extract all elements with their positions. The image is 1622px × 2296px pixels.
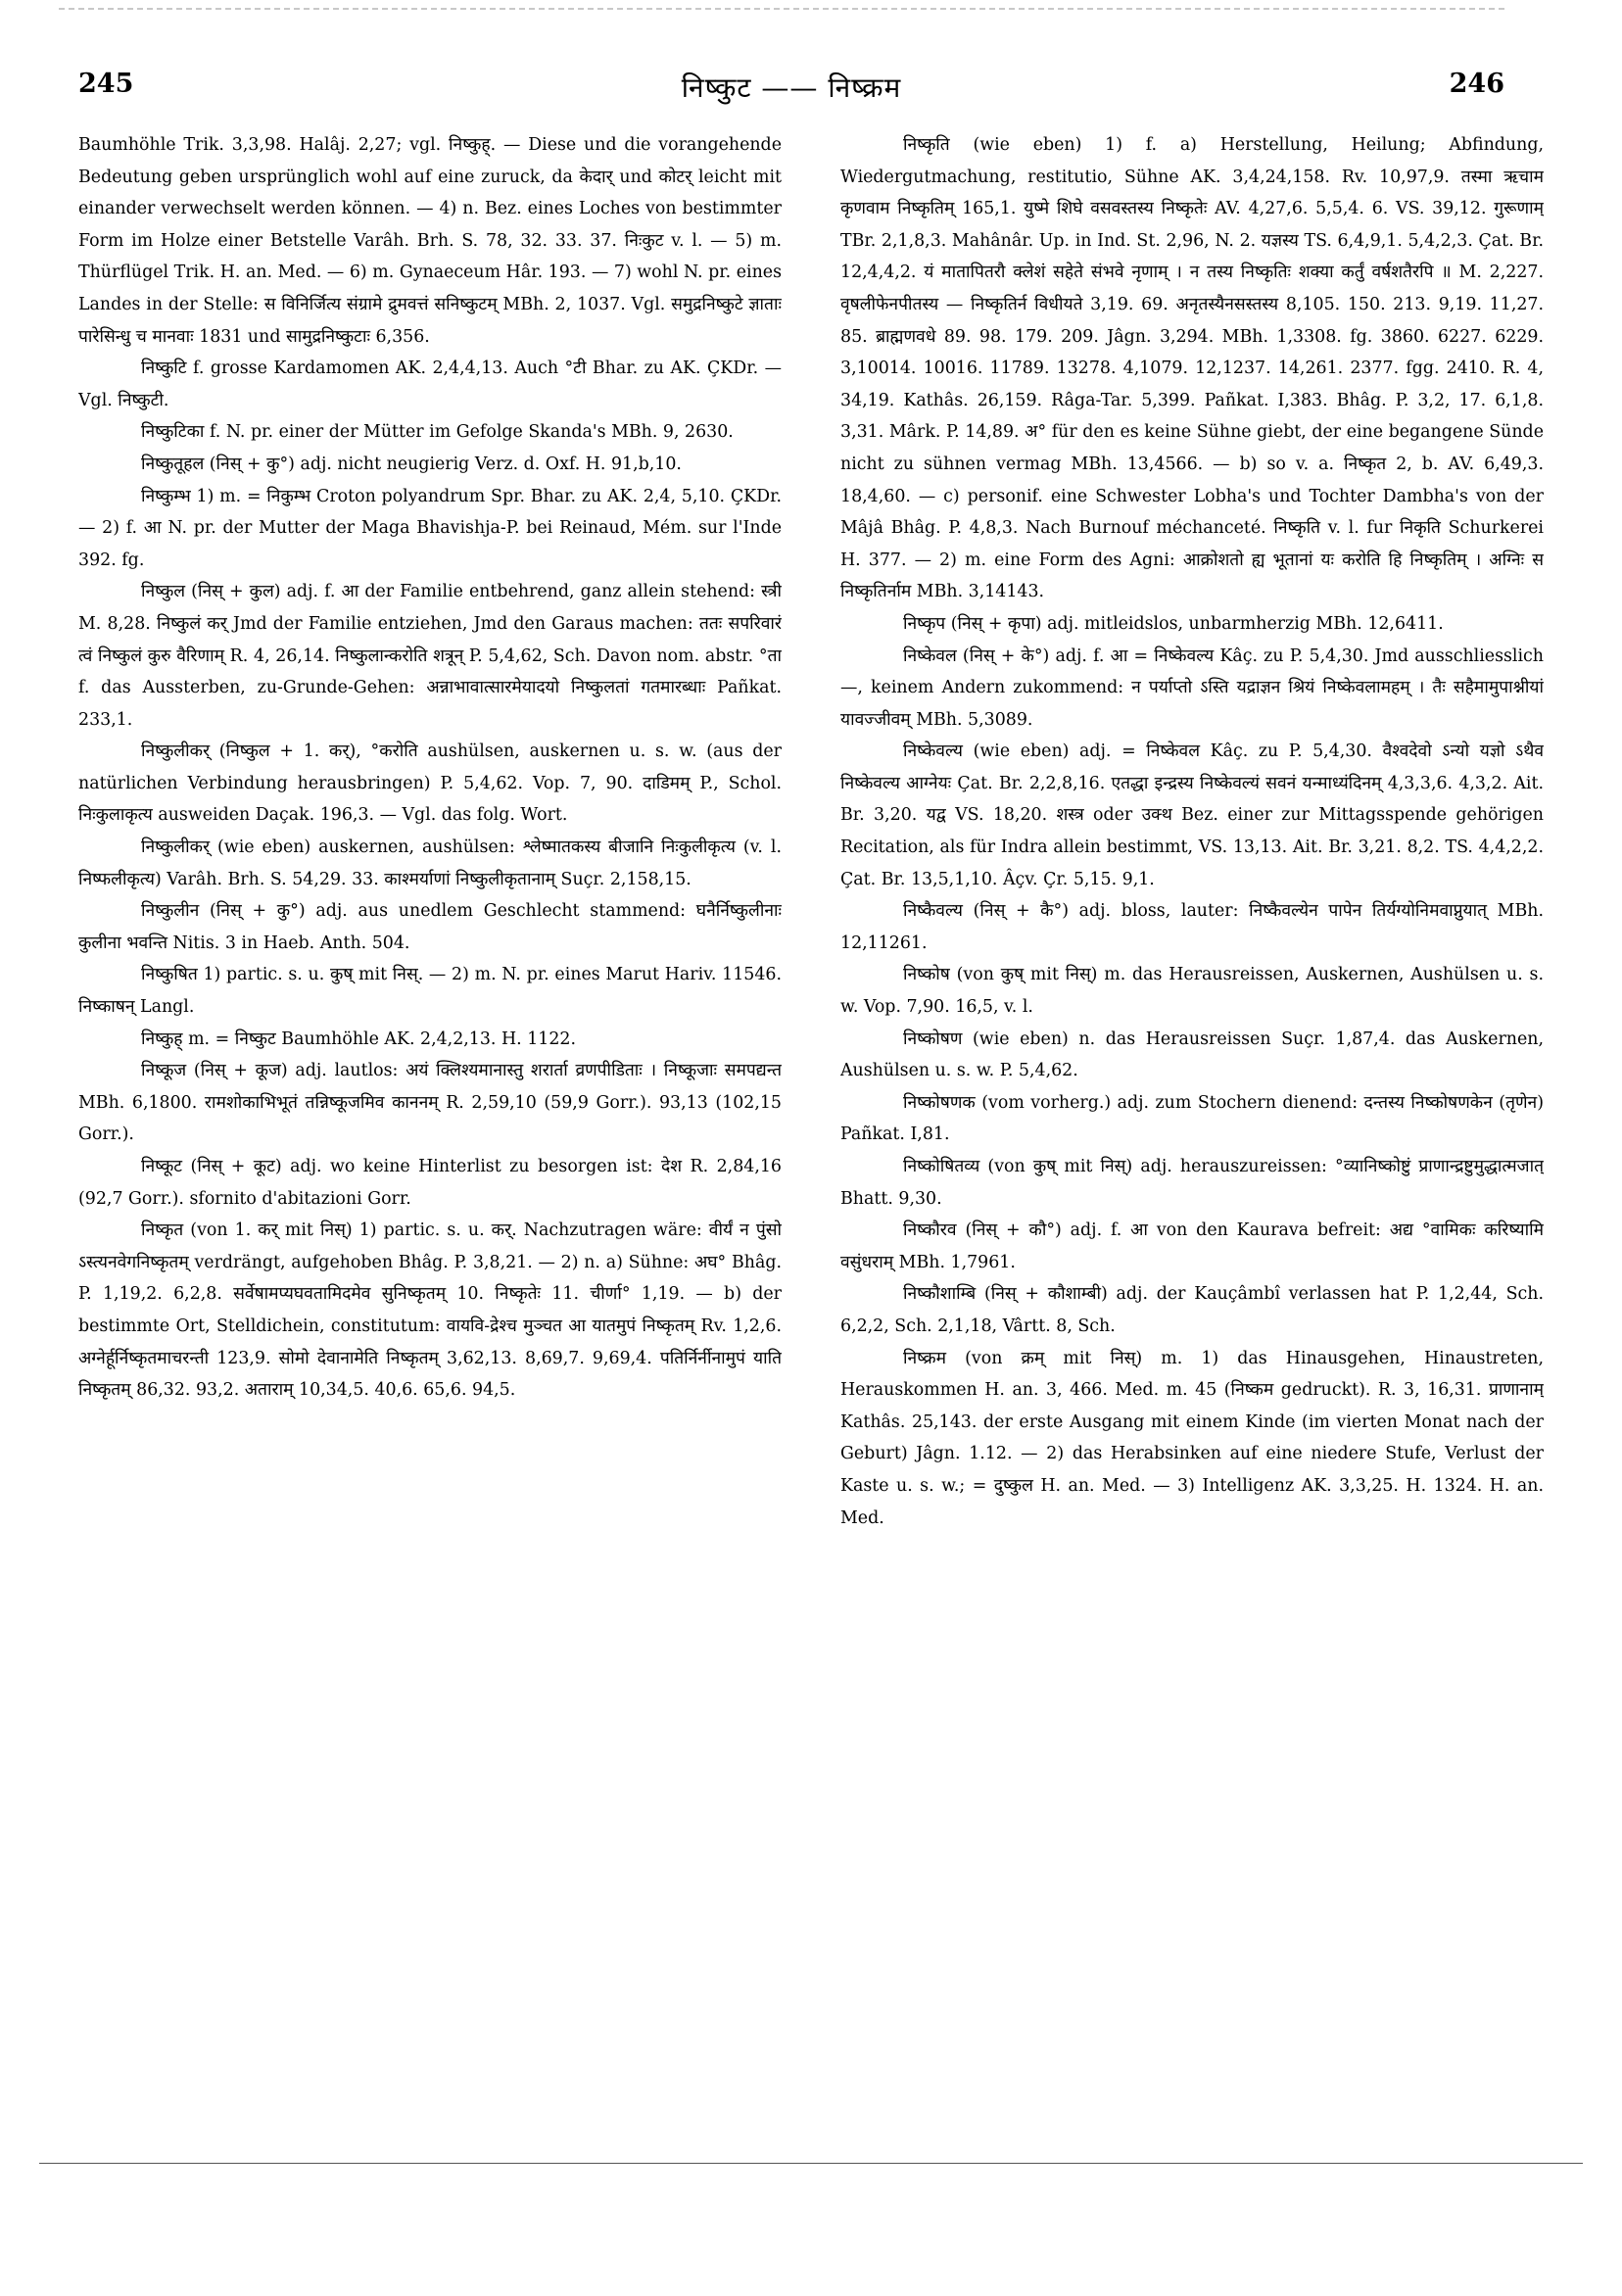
dictionary-entry: निष्कुलीकर् (wie eben) auskernen, aushülsen: श्लेष्मातकस्य बीजानि निःकुलीकृत्य (v. l. निष्फलीकृत्य) Varâh. Brh. S. 54,29. 33. काश्मर्याणां निष्कुलीकृतानाम् Suçr. 2,158,15. — [78, 837, 782, 889]
page-header — [78, 69, 1504, 112]
entry-continuation: Baumhöhle Trik. 3,3,98. Halâj. 2,27; vgl. निष्कुह्. — Diese und die vorangehende Bedeutung geben ursprünglich wohl auf eine zuruck, da केदार् und कोटर् leicht mit einander verwechselt werden können. — 4) n. Bez. eines Loches von bestimmter Form im Holze einer Betstelle Varâh. Brh. S. 78, 32. 33. 37. निःकुट v. l. — 5) m. Thürflügel Trik. H. an. Med. — 6) m. Gynaeceum Hâr. 193. — 7) wohl N. pr. eines Landes in der Stelle: स विनिर्जित्य संग्रामे द्रुमवत्तं सनिष्कुटम् MBh. 2, 1037. Vgl. समुद्रनिष्कुटे ज्ञाताः पारेसिन्धु च मानवाः 1831 und सामुद्रनिष्कुटाः 6,356. — [78, 135, 782, 347]
dictionary-entry: निष्कौशाम्बि (निस् + कौशाम्बी) adj. der Kauçâmbî verlassen hat P. 1,2,44, Sch. 6,2,2, Sch. 2,1,18, Vârtt. 8, Sch. — [840, 1284, 1544, 1336]
page-number-right: 246 — [1449, 69, 1504, 99]
dictionary-entry: निष्कुषित 1) partic. s. u. कुष् mit निस्. — 2) m. N. pr. eines Marut Hariv. 11546. निष्काषन् Langl. — [78, 965, 782, 1018]
dictionary-entry: निष्कुल (निस् + कुल) adj. f. आ der Familie entbehrend, ganz allein stehend: स्त्री M. 8,28. निष्कुलं कर् Jmd der Familie entziehen, Jmd den Garaus machen: ततः सपरिवारं त्वं निष्कुलं कुरु वैरिणाम् R. 4, 26,14. निष्कुलान्करोति शत्रून् P. 5,4,62, Sch. Davon nom. abstr. °ता f. das Aussterben, zu-Grunde-Gehen: अन्नाभावात्सारमेयादयो निष्कुलतां गतमारब्धाः Pañkat. 233,1. — [78, 582, 782, 730]
dictionary-entry: निष्कुलीकर् (निष्कुल + 1. कर्), °करोति aushülsen, auskernen u. s. w. (aus der natürlichen Verbindung herausbringen) P. 5,4,62. Vop. 7, 90. दाडिमम् P., Schol. निःकुलाकृत्य ausweiden Daçak. 196,3. — Vgl. das folg. Wort. — [78, 741, 782, 826]
page-number-left: 245 — [78, 69, 134, 99]
top-edge-rule — [59, 8, 1504, 10]
dictionary-entry: निष्कोषण (wie eben) n. das Herausreissen Suçr. 1,87,4. das Auskernen, Aushülsen u. s. w. P. 5,4,62. — [840, 1028, 1544, 1081]
dictionary-entry: निष्कुतूहल (निस् + कु°) adj. nicht neugierig Verz. d. Oxf. H. 91,b,10. — [141, 454, 682, 474]
dictionary-entry: निष्कृत (von 1. कर् mit निस्) 1) partic. s. u. कर्. Nachzutragen wäre: वीर्यं न पुंसो ऽस्त्यनवेगनिष्कृतम् verdrängt, aufgehoben Bhâg. P. 3,8,21. — 2) n. a) Sühne: अघ° Bhâg. P. 1,19,2. 6,2,8. सर्वेषामप्यघवतामिदमेव सुनिष्कृतम् 10. निष्कृतेः 11. चीर्णा° 1,19. — b) der bestimmte Ort, Stelldichein, constitutum: वायवि-द्रेश्च मुञ्चत आ यातमुपं निष्कृतम् Rv. 1,2,6. अग्नेर्हूर्निष्कृतमाचरन्ती 123,9. सोमो देवानामेति निष्कृतम् 3,62,13. 8,69,7. 9,69,4. पतिर्निर्नीनामुपं याति निष्कृतम् 86,32. 93,2. अताराम् 10,34,5. 40,6. 65,6. 94,5. — [78, 1220, 782, 1401]
dictionary-entry: निष्कौरव (निस् + कौ°) adj. f. आ von den Kaurava befreit: अद्य °वामिकः करिष्यामि वसुंधराम् MBh. 1,7961. — [840, 1220, 1544, 1272]
dictionary-entry: निष्केवल (निस् + के°) adj. f. आ = निष्केवल्य Kâç. zu P. 5,4,30. Jmd ausschliesslich —, keinem Andern zukommend: न पर्याप्तो ऽस्ति यद्राज्ञन श्रियं निष्केवलामहम् । तैः सहैमामुपाश्नीयां यावज्जीवम् MBh. 5,3089. — [840, 646, 1544, 730]
dictionary-entry: निष्कुटिका f. N. pr. einer der Mütter im Gefolge Skanda's MBh. 9, 2630. — [141, 422, 734, 443]
dictionary-entry: निष्कूज (निस् + कूज) adj. lautlos: अयं क्लिश्यमानास्तु शरार्ता व्रणपीडिताः । निष्कूजाः समपद्यन्त MBh. 6,1800. रामशोकाभिभूतं तन्निष्कूजमिव काननम् R. 2,59,10 (59,9 Gorr.). 93,13 (102,15 Gorr.). — [78, 1061, 782, 1145]
footer-rule — [39, 2163, 1583, 2164]
dictionary-entry: निष्कैवल्य (निस् + कै°) adj. bloss, lauter: निष्कैवल्येन पापेन तिर्यग्योनिमवाप्नुयात् MBh. 12,11261. — [840, 901, 1544, 953]
dictionary-entry: निष्कूट (निस् + कूट) adj. wo keine Hinterlist zu besorgen ist: देश R. 2,84,16 (92,7 Gorr.). sfornito d'abitazioni Gorr. — [78, 1157, 782, 1209]
dictionary-entry: निष्केवल्य (wie eben) adj. = निष्केवल Kâç. zu P. 5,4,30. वैश्वदेवो ऽन्यो यज्ञो ऽथैव निष्केवल्य आग्नेयः Çat. Br. 2,2,8,16. एतद्धा इन्द्रस्य निष्केवल्यं सवनं यन्माध्यंदिनम् 4,3,3,6. 4,3,2. Ait. Br. 3,20. यद्व VS. 18,20. शस्त्र oder उक्थ Bez. einer zur Mittagsspende gehörigen Recitation, als für Indra allein bestimmt, VS. 13,13. Ait. Br. 3,21. 8,2. TS. 4,4,2,2. Çat. Br. 13,5,1,10. Âçv. Çr. 5,15. 9,1. — [840, 741, 1544, 889]
dictionary-entry: निष्कोष (von कुष् mit निस्) m. das Herausreissen, Auskernen, Aushülsen u. s. w. Vop. 7,90. 16,5, v. l. — [840, 965, 1544, 1018]
dictionary-entry: निष्कृप (निस् + कृपा) adj. mitleidslos, unbarmherzig MBh. 12,6411. — [903, 613, 1444, 634]
dictionary-entry: निष्कुटि f. grosse Kardamomen AK. 2,4,4,13. Auch °टी Bhar. zu AK. ÇKDr. — Vgl. निष्कुटी. — [78, 359, 782, 410]
dictionary-entry: निष्कुम्भ 1) m. = निकुम्भ Croton polyandrum Spr. Bhar. zu AK. 2,4, 5,10. ÇKDr. — 2) f. आ N. pr. der Mutter der Maga Bhavishja-P. bei Reinaud, Mém. sur l'Inde 392. fg. — [78, 486, 782, 570]
running-title: निष्कुट —— निष्क्रम — [681, 72, 902, 104]
dictionary-entry: निष्कोषणक (vom vorherg.) adj. zum Stochern dienend: दन्तस्य निष्कोषणकेन (तृणेन) Pañkat. I,81. — [840, 1092, 1544, 1145]
dictionary-entry: निष्कुह् m. = निष्कुट Baumhöhle AK. 2,4,2,13. H. 1122. — [141, 1028, 576, 1049]
right-column — [840, 129, 1544, 1990]
dictionary-entry: निष्कोषितव्य (von कुष् mit निस्) adj. herauszureissen: °व्यानिष्कोष्टुं प्राणान्द्रष्टुमुद्धात्मजात् Bhatt. 9,30. — [840, 1157, 1544, 1209]
left-column — [78, 129, 782, 1990]
dictionary-entry: निष्कुलीन (निस् + कु°) adj. aus unedlem Geschlecht stammend: घनैर्निष्कुलीनाः कुलीना भवन्ति Nitis. 3 in Haeb. Anth. 504. — [78, 901, 782, 953]
dictionary-entry: निष्क्रम (von क्रम् mit निस्) m. 1) das Hinausgehen, Hinaustreten, Herauskommen H. an. 3, 466. Med. m. 45 (निष्कम gedruckt). R. 3, 16,31. प्राणानाम् Kathâs. 25,143. der erste Ausgang mit einem Kinde (im vierten Monat nach der Geburt) Jâgn. 1.12. — 2) das Herabsinken auf eine niedere Stufe, Verlust der Kaste u. s. w.; = दुष्कुल H. an. Med. — 3) Intelligenz AK. 3,3,25. H. 1324. H. an. Med. — [840, 1348, 1544, 1528]
dictionary-entry: निष्कृति (wie eben) 1) f. a) Herstellung, Heilung; Abfindung, Wiedergutmachung, restitutio, Sühne AK. 3,4,24,158. Rv. 10,97,9. तस्मा ऋचाम कृणवाम निष्कृतिम् 165,1. युष्मे शिघे वसवस्तस्य निष्कृतेः AV. 4,27,6. 5,5,4. 6. VS. 39,12. गुरूणाम् TBr. 2,1,8,3. Mahânâr. Up. in Ind. St. 2,96, N. 2. यज्ञस्य TS. 6,4,9,1. 5,4,2,3. Çat. Br. 12,4,4,2. यं मातापितरौ क्लेशं सहेते संभवे नृणाम् । न तस्य निष्कृतिः शक्या कर्तुं वर्षशतैरपि ॥ M. 2,227. वृषलीफेनपीतस्य — निष्कृतिर्न विधीयते 3,19. 69. अनृतस्यैनसस्तस्य 8,105. 150. 213. 9,19. 11,27. 85. ब्राह्मणवधे 89. 98. 179. 209. Jâgn. 3,294. MBh. 1,3308. fg. 3860. 6227. 6229. 3,10014. 10016. 11789. 13278. 4,1079. 12,1237. 14,261. 2377. fgg. 2410. R. 4, 34,19. Kathâs. 26,159. Râga-Tar. 5,399. Pañkat. I,383. Bhâg. P. 3,2, 17. 6,1,8. 3,31. Mârk. P. 14,89. अ° für den es keine Sühne giebt, der eine begangene Sünde nicht zu sühnen vermag MBh. 13,4566. — b) so v. a. निष्कृत 2, b. AV. 6,49,3. 18,4,60. — c) personif. eine Schwester Lobha's und Tochter Dambha's von der Mâjâ Bhâg. P. 4,8,3. Nach Burnouf méchanceté. निष्कृति v. l. fur निकृति Schurkerei H. 377. — 2) m. eine Form des Agni: आक्रोशतो ह्य भूतानां यः करोति हि निष्कृतिम् । अग्निः स निष्कृतिर्नाम MBh. 3,14143. — [840, 135, 1544, 602]
